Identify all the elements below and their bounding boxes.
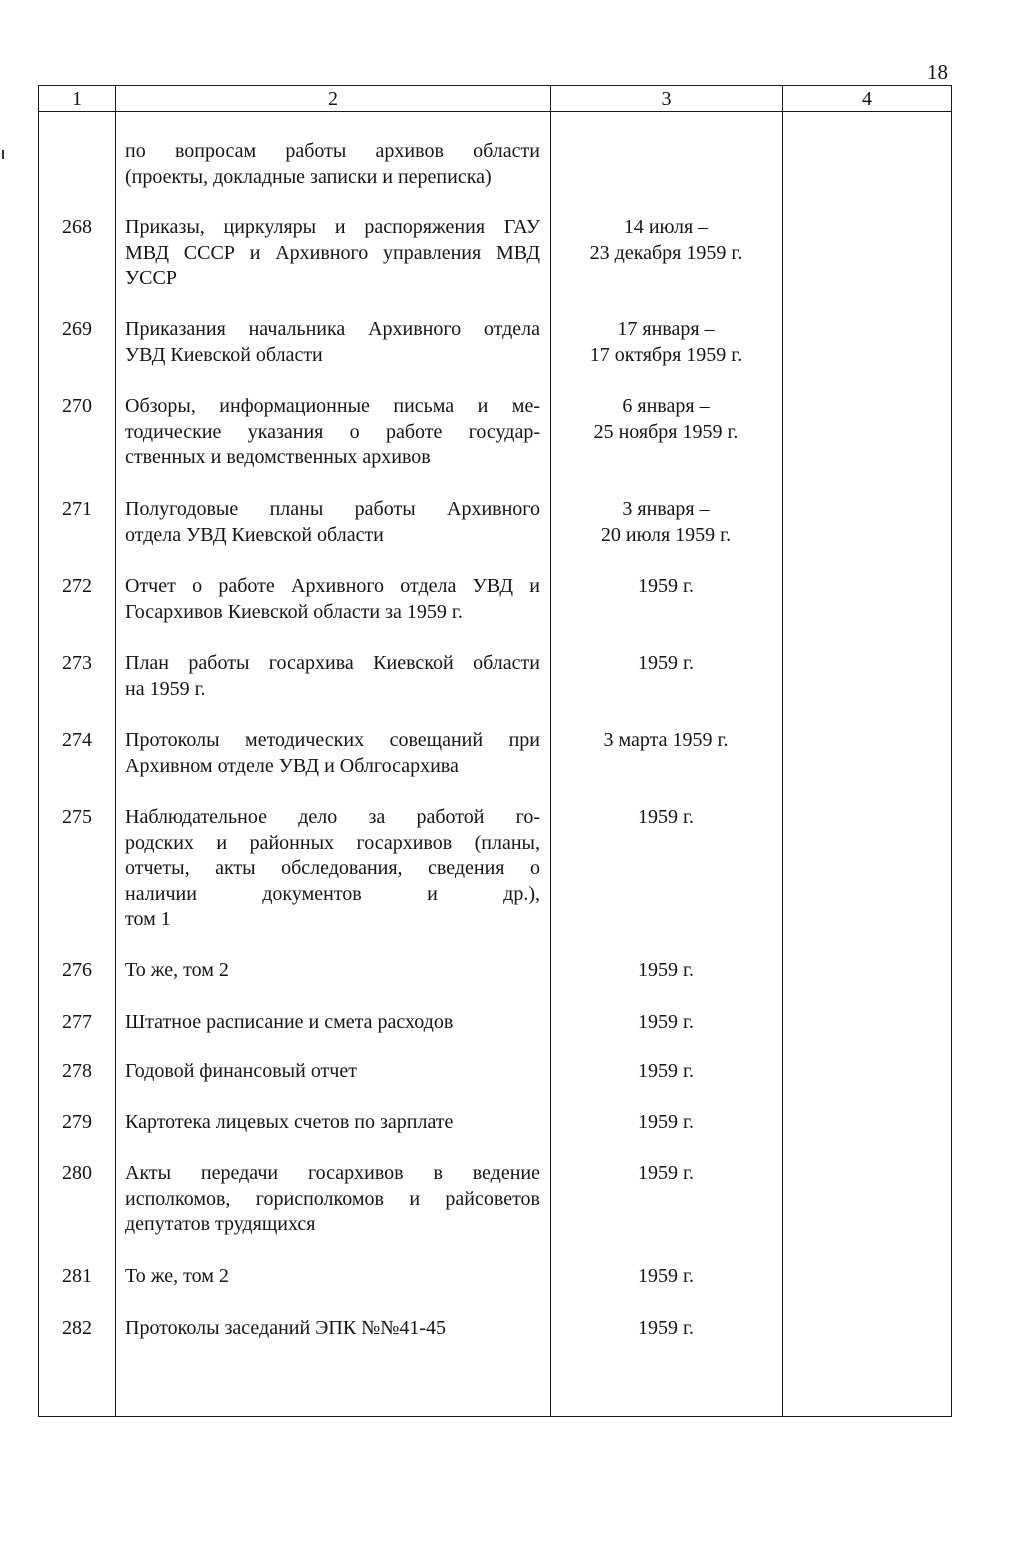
date-line: 14 июля – [623,216,709,238]
row-dates [550,958,782,984]
title-line: План работы госархива Киевской области [125,652,540,674]
title-line: отдела УВД Киевской области [125,523,384,546]
title-line: УССР [125,267,177,289]
date-line: 1959 г. [638,1162,694,1184]
title-line: Наблюдательное дело за работой го- [125,806,540,828]
title-line: исполкомов, горисполкомов и райсоветов [125,1187,540,1210]
row-title [125,1161,540,1238]
date-line: 1959 г. [638,575,694,597]
date-line: 25 ноября 1959 г. [593,420,739,443]
date-line: 17 января – [617,318,715,340]
row-dates [550,1264,782,1290]
row-dates [550,1316,782,1342]
row-title [125,958,540,984]
row-dates [550,497,782,548]
row-title [125,215,540,292]
row-dates [550,1110,782,1136]
row-number: 280 [62,1162,92,1184]
title-line: Приказания начальника Архивного отдела [125,318,540,340]
date-line: 17 октября 1959 г. [589,343,743,366]
row-number: 276 [62,959,92,981]
date-line: 23 декабря 1959 г. [589,241,743,264]
row-title [125,1010,540,1036]
column-header-2: 2 [328,88,338,110]
title-line: Архивном отделе УВД и Облгосархива [125,754,459,777]
row-dates [550,574,782,600]
title-line: Картотека лицевых счетов по зарплате [125,1111,454,1133]
row-title [125,805,540,933]
row-title [125,394,540,471]
row-number: 278 [62,1060,92,1082]
column-header-1: 1 [72,88,82,110]
title-line: Протоколы заседаний ЭПК №№41-45 [125,1317,446,1339]
row-number: 273 [62,652,92,674]
page-number: 18 [927,60,948,84]
title-line: Акты передачи госархивов в ведение [125,1162,540,1184]
column-divider-3 [782,86,783,1416]
date-line: 1959 г. [638,652,694,674]
title-line: по вопросам работы архивов области [125,140,540,162]
column-header-4: 4 [862,88,872,110]
date-line: 20 июля 1959 г. [600,523,732,546]
row-dates [550,215,782,266]
row-title [125,574,540,625]
title-line: наличии документов и др.), [125,882,540,905]
row-number: 277 [62,1011,92,1033]
title-line: Обзоры, информационные письма и ме- [125,395,540,417]
row-dates [550,1161,782,1187]
date-line: 1959 г. [638,1265,694,1287]
title-line: Полугодовые планы работы Архивного [125,498,540,520]
date-line: 1959 г. [638,1111,694,1133]
date-line: 1959 г. [638,1060,694,1082]
row-number: 271 [62,498,92,520]
title-line: Приказы, циркуляры и распоряжения ГАУ [125,216,540,238]
title-line: Штатное расписание и смета расходов [125,1011,454,1033]
title-line: Отчет о работе Архивного отдела УВД и [125,575,540,597]
inventory-table [38,85,952,1417]
row-number: 275 [62,806,92,828]
row-title [125,1316,540,1342]
title-line: том 1 [125,908,171,930]
title-line: То же, том 2 [125,959,229,981]
date-line: 1959 г. [638,959,694,981]
row-dates [550,1059,782,1085]
row-number: 269 [62,318,92,340]
title-line: отчеты, акты обследования, сведения о [125,857,540,879]
row-dates [550,317,782,368]
row-number: 268 [62,216,92,238]
row-title [125,317,540,368]
title-line: тодические указания о работе государ- [125,420,540,443]
title-line: МВД СССР и Архивного управления МВД [125,241,540,264]
date-line: 1959 г. [638,1011,694,1033]
row-title [125,1059,540,1085]
title-line: Госархивов Киевской области за 1959 г. [125,600,463,623]
row-number: 270 [62,395,92,417]
title-line: Протоколы методических совещаний при [125,729,540,751]
row-number: 272 [62,575,92,597]
title-line: (проекты, докладные записки и переписка) [125,165,492,188]
column-header-3: 3 [661,88,672,110]
row-title [125,1264,540,1290]
date-line: 3 марта 1959 г. [603,729,729,751]
row-number: 282 [62,1317,92,1339]
row-dates [550,1010,782,1036]
title-line: родских и районных госархивов (планы, [125,831,540,854]
date-line: 1959 г. [638,806,694,828]
title-line: УВД Киевской области [125,343,323,366]
row-number: 281 [62,1265,92,1287]
title-line: ственных и ведомственных архивов [125,446,431,468]
title-line: депутатов трудящихся [125,1213,316,1235]
row-title [125,139,540,190]
row-number: 279 [62,1111,92,1133]
title-line: Годовой финансовый отчет [125,1060,357,1082]
date-line: 3 января – [622,498,710,520]
row-dates [550,728,782,754]
header-divider [39,111,951,112]
column-divider-1 [115,86,116,1416]
date-line: 1959 г. [638,1317,694,1339]
row-title [125,651,540,702]
row-title [125,1110,540,1136]
row-dates [550,805,782,831]
date-line: 6 января – [622,395,710,417]
row-dates [550,394,782,445]
row-title [125,728,540,779]
row-dates [550,651,782,677]
margin-mark [2,150,4,159]
title-line: То же, том 2 [125,1265,229,1287]
row-title [125,497,540,548]
title-line: на 1959 г. [125,677,206,700]
row-number: 274 [62,729,92,751]
